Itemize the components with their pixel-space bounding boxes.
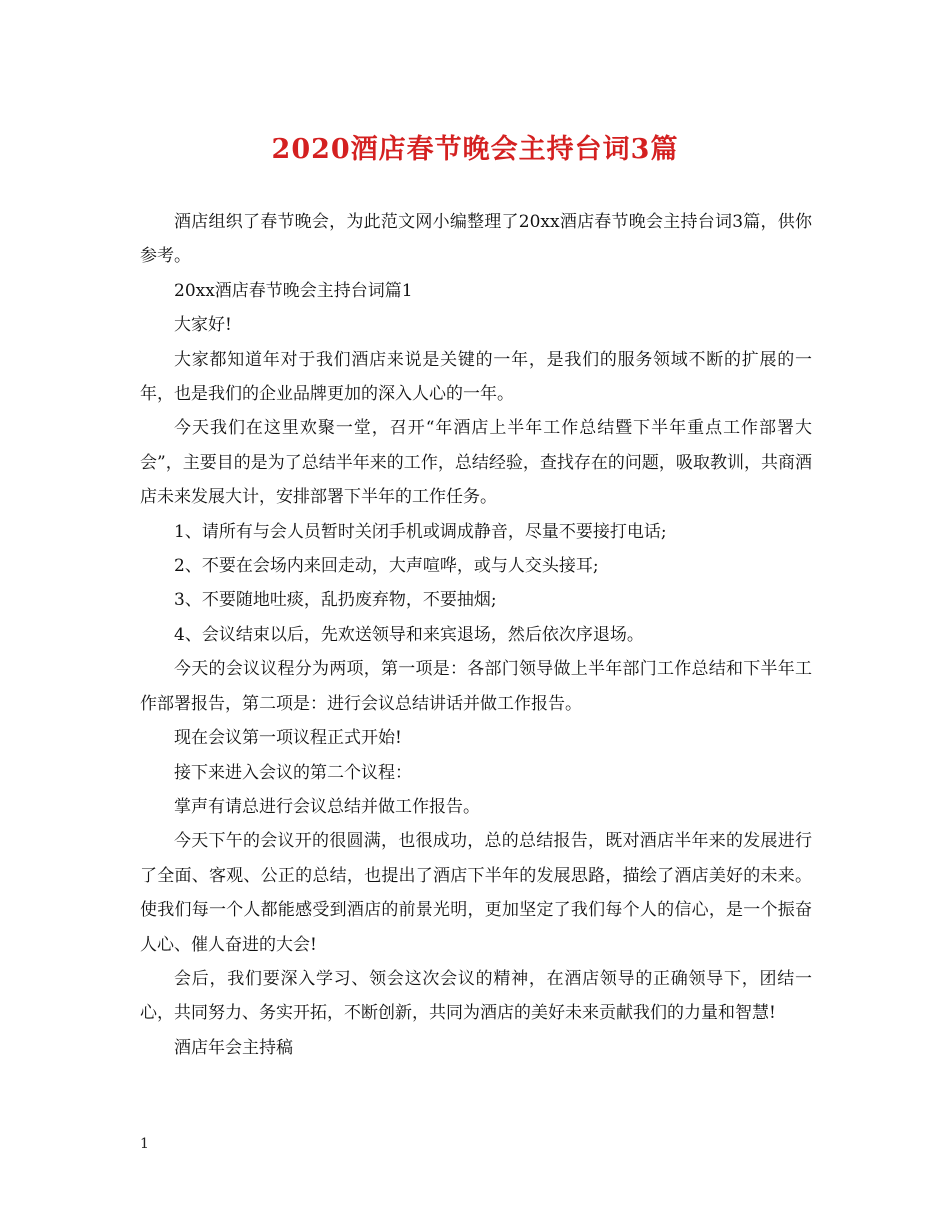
page-number: 1 [140,1136,149,1152]
list-item: 1、请所有与会人员暂时关闭手机或调成静音，尽量不要接打电话; [174,521,667,542]
list-item: 4、会议结束以后，先欢送领导和来宾退场，然后依次序退场。 [174,624,644,645]
section-heading: 酒店年会主持稿 [174,1037,293,1058]
paragraph: 今天的会议议程分为两项，第一项是：各部门领导做上半年部门工作总结和下半年工作部署报告，第二项是：进行会议总结讲话并做工作报告。 [140,659,812,714]
document-body [140,205,812,1065]
paragraph: 掌声有请总进行会议总结并做工作报告。 [174,796,480,817]
paragraph: 会后，我们要深入学习、领会这次会议的精神，在酒店领导的正确领导下，团结一心，共同努力、务实开拓，不断创新，共同为酒店的美好未来贡献我们的力量和智慧! [140,968,812,1024]
document-title: 2020酒店春节晚会主持台词3篇 [271,134,679,165]
paragraph: 大家好! [174,315,232,336]
paragraph: 大家都知道年对于我们酒店来说是关键的一年，是我们的服务领域不断的扩展的一年，也是我们的企业品牌更加的深入人心的一年。 [140,349,812,405]
paragraph: 今天下午的会议开的很圆满，也很成功，总的总结报告，既对酒店半年来的发展进行了全面、客观、公正的总结，也提出了酒店下半年的发展思路，描绘了酒店美好的未来。使我们每一个人都能感受到酒店的前景光明，更加坚定了我们每个人的信心，是一个振奋人心、催人奋进的大会! [140,831,812,955]
list-item: 2、不要在会场内来回走动，大声喧哗，或与人交头接耳; [174,556,599,577]
paragraph: 酒店组织了春节晚会，为此范文网小编整理了20xx酒店春节晚会主持台词3篇，供你参考。 [140,212,812,267]
paragraph: 今天我们在这里欢聚一堂，召开“年酒店上半年工作总结暨下半年重点工作部署大会”，主要目的是为了总结半年来的工作，总结经验，查找存在的问题，吸取教训，共商酒店未来发展大计，安排部署下半年的工作任务。 [140,418,812,508]
paragraph: 接下来进入会议的第二个议程： [174,762,412,783]
paragraph: 现在会议第一项议程正式开始! [174,728,402,749]
list-item: 3、不要随地吐痰，乱扔废弃物，不要抽烟; [174,590,497,611]
section-heading: 20xx酒店春节晚会主持台词篇1 [174,280,413,301]
